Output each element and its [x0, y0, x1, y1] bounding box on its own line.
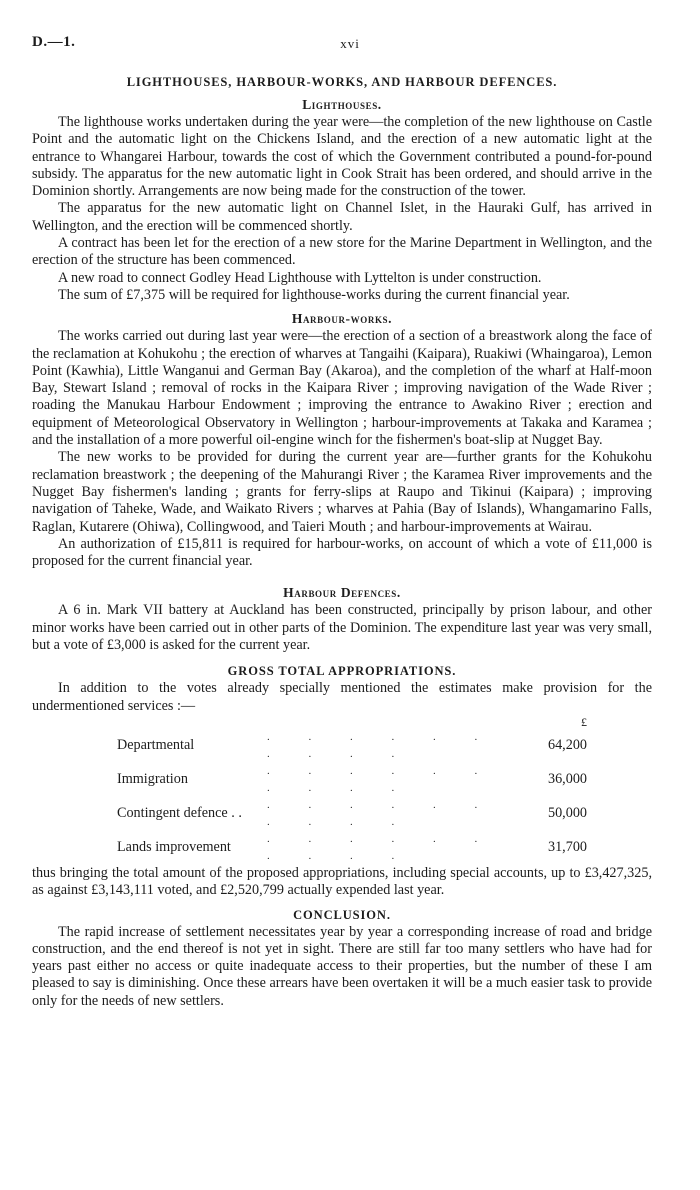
service-label: Departmental [117, 737, 195, 754]
leader-dots: . . . . . . . . . . [267, 764, 496, 794]
paragraph: A new road to connect Godley Head Lighthouse with Lyttelton is under construction. [58, 269, 542, 286]
service-amount: 64,200 [547, 737, 587, 754]
service-amount: 31,700 [547, 839, 587, 856]
page-title: LIGHTHOUSES, HARBOUR-WORKS, AND HARBOUR DEFENCES. [126, 75, 558, 89]
leader-dots: . . . . . . . . . . [267, 730, 496, 760]
table-row [117, 831, 587, 865]
table-row [117, 797, 587, 831]
paragraph: The works carried out during last year were—the erection of a section of a breastwork along the face of the reclamation at Kohukohu ; the erection of wharves at Tangaihi (Kaipara), Ruakiwi (Whaingaroa), Lemon Point (Kawhia), Little Wanganui and German Bay (Akaroa), and the completion of the wharf at Half-moon Bay, Stewart Island ; removal of rocks in the Kaipara River ; improving navigation of the Wade River ; roading the Manukau Harbour Endowment ; improving the entrance to Awakino River ; erection and equipment of Meteorological Observatory in Wellington ; harbour-improvements at Takaka and Karamea ; and the installation of a more powerful oil-engine winch for the fishermen's boat-slip at Nugget Bay. [32, 328, 652, 449]
section-heading-lighthouses: Lighthouses. [302, 97, 382, 112]
paragraph: In addition to the votes already specially mentioned the estimates make provision for the undermentioned services :— [32, 680, 652, 714]
paragraph: The sum of £7,375 will be required for lighthouse-works during the current financial year. [58, 286, 570, 303]
section-heading-harbour-defences: Harbour Defences. [283, 585, 401, 601]
section-heading-harbour-works: Harbour-works. [291, 311, 393, 327]
document-reference: D.—1. [32, 34, 76, 50]
paragraph: The new works to be provided for during the current year are—further grants for the Kohukohu reclamation breastwork ; the deepening of the Mahurangi River ; the Karamea River improvements and the Nugget Bay fishermen's landing ; grants for ferry-slips at Raupo and Tikinui (Kaipara) ; improving navigation of Taheke, Wade, and Waikato Rivers ; wharves at Pahia (Bay of Islands), Whangamarino Falls, Raglan, Kutarere (Ohiwa), Collingwood, and Taieri Mouth ; and harbour-improvements at Wairau. [32, 449, 652, 535]
currency-unit: £ [581, 714, 587, 729]
paragraph: The apparatus for the new automatic light on Channel Islet, in the Hauraki Gulf, has arrived in Wellington, and the erection will be commenced shortly. [32, 200, 652, 234]
leader-dots: . . . . . . . . . . [267, 832, 496, 862]
page-body [32, 74, 652, 1010]
service-amount: 36,000 [547, 771, 587, 788]
paragraph: An authorization of £15,811 is required for harbour-works, on account of which a vote of £11,000 is proposed for the current financial year. [32, 535, 652, 570]
page-number: xvi [340, 36, 360, 51]
section-heading-conclusion: CONCLUSION. [293, 907, 391, 922]
appropriations-table [117, 715, 587, 865]
paragraph: A contract has been let for the erection of a new store for the Marine Department in Wellington, and the erection of the structure has been commenced. [32, 235, 652, 269]
service-label: Contingent defence . . [117, 805, 242, 822]
page-header [0, 34, 700, 54]
paragraph: thus bringing the total amount of the proposed appropriations, including special accounts, up to £3,427,325, as against £3,143,111 voted, and £2,520,799 actually expended last year. [32, 864, 652, 899]
table-row [117, 763, 587, 797]
service-label: Immigration [117, 771, 188, 788]
service-amount: 50,000 [547, 805, 587, 822]
paragraph: The rapid increase of settlement necessitates year by year a corresponding increase of road and bridge construction, and the end thereof is not yet in sight. There are still far too many settlers who have had for years past either no access or quite inadequate access to their properties, but the number of these I am pleased to say is diminishing. Once these arrears have been overtaken it will be a much easier task to provide only for the needs of new settlers. [32, 923, 652, 1009]
table-row [117, 729, 587, 763]
paragraph: A 6 in. Mark VII battery at Auckland has been constructed, principally by prison labour, and other minor works have been carried out in other parts of the Dominion. The expenditure last year was very small, but a vote of £3,000 is asked for the current year. [32, 602, 652, 654]
leader-dots: . . . . . . . . . . [267, 798, 496, 828]
service-label: Lands improvement [117, 839, 231, 856]
paragraph: The lighthouse works undertaken during the year were—the completion of the new lighthouse on Castle Point and the automatic light on the Chickens Island, and the erection of a new automatic light at the entrance to Whangarei Harbour, towards the cost of which the Government contributed a pound-for-pound subsidy. The apparatus for the new automatic light in Cook Strait has been ordered, and should arrive in the Dominion shortly. Arrangements are now being made for the construction of the tower. [32, 114, 652, 200]
section-heading-appropriations: GROSS TOTAL APPROPRIATIONS. [227, 664, 457, 679]
table-row [117, 715, 587, 729]
